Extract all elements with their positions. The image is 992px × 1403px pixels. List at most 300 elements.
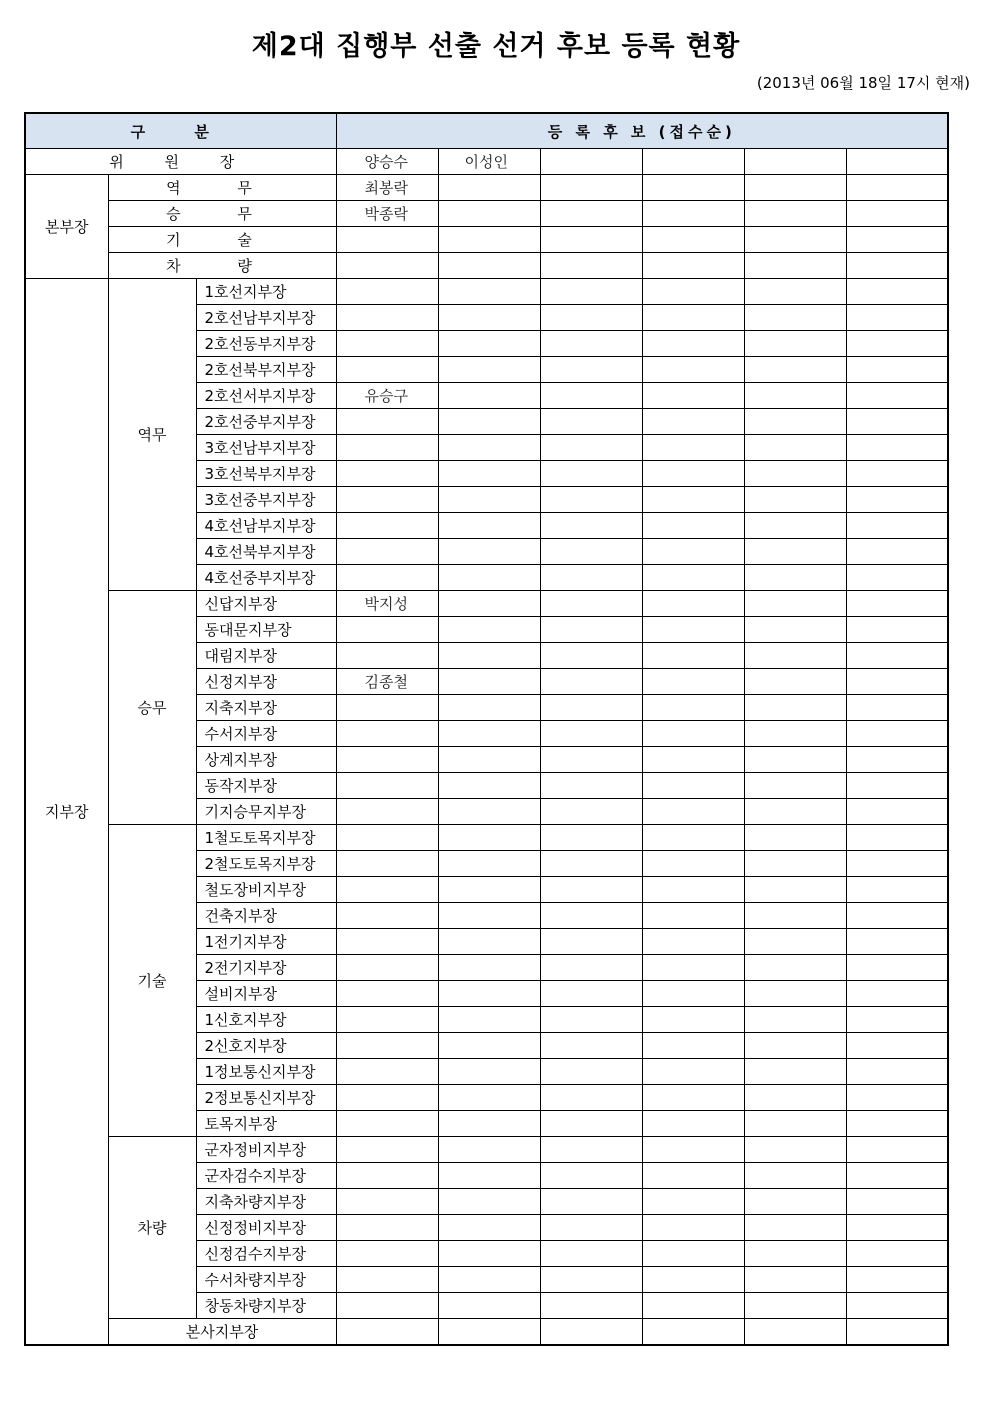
candidate-cell xyxy=(438,1241,540,1267)
candidate-cell xyxy=(642,565,744,591)
table-row xyxy=(25,825,948,851)
candidate-cell xyxy=(438,487,540,513)
candidate-cell xyxy=(336,643,438,669)
candidate-cell xyxy=(846,279,948,305)
table-row xyxy=(25,227,948,253)
candidate-cell xyxy=(642,825,744,851)
candidate-cell xyxy=(540,1007,642,1033)
branch-group-label: 역무 xyxy=(108,279,196,591)
candidate-cell xyxy=(438,435,540,461)
candidate-cell xyxy=(642,1163,744,1189)
candidate-cell xyxy=(846,1319,948,1346)
candidate-cell xyxy=(642,903,744,929)
candidate-cell xyxy=(540,383,642,409)
candidate-cell xyxy=(744,331,846,357)
candidate-cell xyxy=(744,1215,846,1241)
candidate-cell xyxy=(744,253,846,279)
candidate-cell xyxy=(846,149,948,175)
candidate-cell xyxy=(438,383,540,409)
candidate-cell xyxy=(336,617,438,643)
candidate-cell xyxy=(336,513,438,539)
candidate-cell xyxy=(438,669,540,695)
branch-post-name: 설비지부장 xyxy=(196,981,336,1007)
candidate-cell xyxy=(846,253,948,279)
candidate-cell xyxy=(846,487,948,513)
candidate-cell xyxy=(642,955,744,981)
candidate-cell xyxy=(642,513,744,539)
candidate-cell xyxy=(438,1059,540,1085)
candidate-cell xyxy=(438,1267,540,1293)
candidate-cell xyxy=(540,305,642,331)
chairman-label: 위 원 장 xyxy=(25,149,336,175)
branch-post-name: 철도장비지부장 xyxy=(196,877,336,903)
candidate-cell xyxy=(438,1189,540,1215)
candidate-cell xyxy=(336,253,438,279)
candidate-cell xyxy=(846,461,948,487)
candidate-cell xyxy=(642,357,744,383)
candidate-cell xyxy=(846,825,948,851)
candidate-cell xyxy=(744,591,846,617)
candidate-cell xyxy=(846,227,948,253)
branch-post-name: 수서지부장 xyxy=(196,721,336,747)
chairman-row xyxy=(25,149,948,175)
candidate-cell xyxy=(642,1085,744,1111)
candidate-cell xyxy=(336,903,438,929)
candidate-cell xyxy=(642,643,744,669)
candidate-cell xyxy=(438,279,540,305)
candidate-cell xyxy=(540,1215,642,1241)
candidate-cell xyxy=(438,903,540,929)
candidate-cell xyxy=(846,1033,948,1059)
candidate-cell xyxy=(846,877,948,903)
candidate-cell xyxy=(846,1215,948,1241)
candidate-cell xyxy=(744,201,846,227)
candidate-cell xyxy=(336,877,438,903)
hq-branch-label: 본사지부장 xyxy=(108,1319,336,1346)
candidate-cell xyxy=(744,903,846,929)
candidate-cell xyxy=(336,799,438,825)
candidate-cell xyxy=(438,253,540,279)
candidate-cell xyxy=(540,253,642,279)
candidate-cell xyxy=(744,227,846,253)
candidate-cell xyxy=(642,877,744,903)
branch-post-name: 2호선중부지부장 xyxy=(196,409,336,435)
candidate-cell xyxy=(540,1241,642,1267)
candidate-cell xyxy=(744,175,846,201)
branch-group-label: 차량 xyxy=(108,1137,196,1319)
candidate-cell xyxy=(336,747,438,773)
candidate-cell xyxy=(540,1059,642,1085)
candidate-cell xyxy=(540,279,642,305)
candidate-cell xyxy=(336,435,438,461)
candidate-cell xyxy=(336,851,438,877)
candidate-cell xyxy=(438,1163,540,1189)
candidate-cell xyxy=(540,331,642,357)
candidate-cell xyxy=(438,981,540,1007)
candidate-cell xyxy=(540,227,642,253)
candidate-cell xyxy=(438,1007,540,1033)
table-row xyxy=(25,175,948,201)
branch-post-name: 1호선지부장 xyxy=(196,279,336,305)
candidate-cell xyxy=(438,565,540,591)
branch-post-name: 토목지부장 xyxy=(196,1111,336,1137)
candidate-cell xyxy=(846,383,948,409)
candidate-cell xyxy=(438,1111,540,1137)
branch-post-name: 신정검수지부장 xyxy=(196,1241,336,1267)
candidate-cell xyxy=(540,565,642,591)
table-row xyxy=(25,1319,948,1346)
candidate-cell xyxy=(540,955,642,981)
branch-post-name: 2신호지부장 xyxy=(196,1033,336,1059)
candidate-cell xyxy=(846,695,948,721)
candidate-cell xyxy=(540,409,642,435)
candidate-cell xyxy=(438,1137,540,1163)
candidate-cell xyxy=(336,1085,438,1111)
candidate-cell xyxy=(642,669,744,695)
candidate-cell xyxy=(744,513,846,539)
candidate-cell xyxy=(846,1007,948,1033)
candidate-cell xyxy=(540,1085,642,1111)
candidate-cell xyxy=(642,175,744,201)
candidate-cell xyxy=(438,1033,540,1059)
branch-post-name: 2호선북부지부장 xyxy=(196,357,336,383)
candidate-cell xyxy=(846,1267,948,1293)
candidate-cell xyxy=(642,461,744,487)
candidate-cell xyxy=(540,721,642,747)
candidate-cell xyxy=(744,409,846,435)
hq-section-label: 본부장 xyxy=(25,175,108,279)
candidate-cell xyxy=(540,1033,642,1059)
table-header-row xyxy=(25,113,948,149)
candidate-cell xyxy=(336,1007,438,1033)
candidate-cell xyxy=(846,591,948,617)
candidate-cell xyxy=(642,981,744,1007)
candidate-cell xyxy=(642,253,744,279)
candidate-cell xyxy=(642,747,744,773)
candidate-cell xyxy=(846,773,948,799)
candidate-cell: 박지성 xyxy=(336,591,438,617)
candidate-cell xyxy=(336,1033,438,1059)
candidate-cell xyxy=(540,877,642,903)
candidate-cell xyxy=(846,357,948,383)
hq-post-label: 기 술 xyxy=(108,227,336,253)
candidate-cell xyxy=(642,1215,744,1241)
branch-post-name: 4호선중부지부장 xyxy=(196,565,336,591)
candidate-cell xyxy=(642,1189,744,1215)
candidate-cell xyxy=(846,721,948,747)
candidate-cell xyxy=(642,1267,744,1293)
candidate-cell xyxy=(642,149,744,175)
candidate-cell xyxy=(846,409,948,435)
candidate-cell xyxy=(744,305,846,331)
candidate-cell xyxy=(438,955,540,981)
candidate-cell xyxy=(438,695,540,721)
candidate-cell xyxy=(744,1137,846,1163)
candidate-cell xyxy=(540,903,642,929)
candidate-cell xyxy=(642,331,744,357)
candidate-cell: 이성인 xyxy=(438,149,540,175)
candidate-cell xyxy=(744,825,846,851)
candidate-cell: 박종락 xyxy=(336,201,438,227)
candidate-cell xyxy=(540,1137,642,1163)
candidate-cell xyxy=(744,1033,846,1059)
candidate-cell xyxy=(438,773,540,799)
candidate-cell xyxy=(642,539,744,565)
candidate-cell xyxy=(336,929,438,955)
branch-post-name: 2전기지부장 xyxy=(196,955,336,981)
candidate-cell xyxy=(540,825,642,851)
candidate-cell xyxy=(336,1111,438,1137)
branch-post-name: 2호선서부지부장 xyxy=(196,383,336,409)
candidate-cell xyxy=(540,461,642,487)
candidate-cell xyxy=(744,721,846,747)
candidate-cell xyxy=(642,617,744,643)
division-header: 구 분 xyxy=(25,113,336,149)
candidate-cell xyxy=(744,1085,846,1111)
candidate-cell xyxy=(438,305,540,331)
candidate-cell: 김종철 xyxy=(336,669,438,695)
candidate-cell xyxy=(846,435,948,461)
candidate-cell xyxy=(846,175,948,201)
candidate-cell xyxy=(846,565,948,591)
candidate-cell xyxy=(744,851,846,877)
candidate-cell xyxy=(642,851,744,877)
table-row xyxy=(25,279,948,305)
table-row xyxy=(25,201,948,227)
candidate-cell xyxy=(642,279,744,305)
candidate-cell xyxy=(744,1189,846,1215)
candidate-cell xyxy=(846,539,948,565)
candidate-cell xyxy=(846,929,948,955)
candidate-cell xyxy=(846,1163,948,1189)
candidate-cell xyxy=(744,435,846,461)
candidate-cell xyxy=(438,331,540,357)
candidate-cell xyxy=(642,1319,744,1346)
branch-post-name: 3호선북부지부장 xyxy=(196,461,336,487)
candidate-cell xyxy=(846,617,948,643)
branch-post-name: 대림지부장 xyxy=(196,643,336,669)
candidate-cell xyxy=(744,1293,846,1319)
candidate-cell xyxy=(438,409,540,435)
candidate-cell xyxy=(744,1267,846,1293)
branch-post-name: 2호선동부지부장 xyxy=(196,331,336,357)
candidate-cell xyxy=(438,461,540,487)
table-row xyxy=(25,1137,948,1163)
candidate-cell xyxy=(336,825,438,851)
candidate-cell xyxy=(540,669,642,695)
candidate-cell xyxy=(744,799,846,825)
candidate-cell xyxy=(846,201,948,227)
candidate-cell xyxy=(540,1267,642,1293)
candidate-cell xyxy=(846,1241,948,1267)
candidate-cell xyxy=(336,955,438,981)
candidate-cell xyxy=(540,929,642,955)
candidate-cell xyxy=(744,773,846,799)
candidate-cell xyxy=(438,1319,540,1346)
branch-post-name: 2호선남부지부장 xyxy=(196,305,336,331)
candidate-cell xyxy=(336,1241,438,1267)
candidate-cell xyxy=(744,929,846,955)
branch-group-label: 승무 xyxy=(108,591,196,825)
candidate-cell xyxy=(744,747,846,773)
candidate-cell xyxy=(540,1163,642,1189)
candidate-cell xyxy=(642,409,744,435)
candidate-cell xyxy=(540,643,642,669)
candidate-cell xyxy=(336,227,438,253)
candidate-cell xyxy=(336,695,438,721)
candidate-cell xyxy=(642,591,744,617)
candidate-cell xyxy=(744,357,846,383)
candidate-cell xyxy=(540,747,642,773)
candidate-cell xyxy=(438,877,540,903)
branch-post-name: 건축지부장 xyxy=(196,903,336,929)
branch-post-name: 1전기지부장 xyxy=(196,929,336,955)
candidate-cell xyxy=(540,799,642,825)
table-row xyxy=(25,591,948,617)
candidate-cell xyxy=(336,487,438,513)
candidate-cell xyxy=(846,1137,948,1163)
table-row xyxy=(25,253,948,279)
candidate-cell xyxy=(744,617,846,643)
candidate-cell xyxy=(438,227,540,253)
candidate-cell xyxy=(540,695,642,721)
branch-post-name: 3호선남부지부장 xyxy=(196,435,336,461)
branch-post-name: 신답지부장 xyxy=(196,591,336,617)
candidate-cell xyxy=(744,1241,846,1267)
branch-post-name: 군자정비지부장 xyxy=(196,1137,336,1163)
candidate-cell xyxy=(846,1293,948,1319)
candidate-cell: 양승수 xyxy=(336,149,438,175)
candidate-cell xyxy=(540,175,642,201)
page-title: 제2대 집행부 선출 선거 후보 등록 현황 xyxy=(251,31,741,62)
candidate-cell xyxy=(336,1163,438,1189)
candidate-cell xyxy=(744,955,846,981)
branch-post-name: 2정보통신지부장 xyxy=(196,1085,336,1111)
candidate-cell xyxy=(642,487,744,513)
branch-post-name: 기지승무지부장 xyxy=(196,799,336,825)
candidate-cell xyxy=(846,1085,948,1111)
candidate-cell xyxy=(642,721,744,747)
candidate-cell xyxy=(744,1007,846,1033)
candidate-cell xyxy=(336,279,438,305)
registered-header: 등 록 후 보 (접수순) xyxy=(336,113,948,149)
candidate-cell xyxy=(438,591,540,617)
candidate-cell xyxy=(744,1319,846,1346)
candidate-cell xyxy=(336,1137,438,1163)
candidate-cell xyxy=(744,461,846,487)
branch-post-name: 신정지부장 xyxy=(196,669,336,695)
candidate-cell xyxy=(540,149,642,175)
candidate-cell xyxy=(438,201,540,227)
branch-post-name: 3호선중부지부장 xyxy=(196,487,336,513)
candidate-cell xyxy=(336,331,438,357)
candidate-cell xyxy=(438,357,540,383)
candidate-cell xyxy=(642,1033,744,1059)
hq-post-label: 차 량 xyxy=(108,253,336,279)
candidate-cell xyxy=(846,903,948,929)
candidate-cell xyxy=(846,747,948,773)
branch-post-name: 1철도토목지부장 xyxy=(196,825,336,851)
candidate-cell xyxy=(540,513,642,539)
candidate-cell xyxy=(744,877,846,903)
candidate-cell xyxy=(540,357,642,383)
branch-post-name: 창동차량지부장 xyxy=(196,1293,336,1319)
candidate-cell xyxy=(336,409,438,435)
candidate-cell xyxy=(336,981,438,1007)
candidate-cell xyxy=(846,1189,948,1215)
branch-post-name: 상계지부장 xyxy=(196,747,336,773)
candidate-cell xyxy=(336,1319,438,1346)
candidate-cell xyxy=(336,1215,438,1241)
candidate-cell xyxy=(540,851,642,877)
candidate-cell xyxy=(642,305,744,331)
branch-post-name: 지축지부장 xyxy=(196,695,336,721)
candidate-cell xyxy=(642,1241,744,1267)
branch-post-name: 동대문지부장 xyxy=(196,617,336,643)
candidate-cell xyxy=(642,1111,744,1137)
candidate-cell xyxy=(846,799,948,825)
candidate-cell xyxy=(336,1189,438,1215)
candidate-cell xyxy=(336,539,438,565)
candidate-cell xyxy=(642,383,744,409)
candidate-cell xyxy=(540,435,642,461)
branch-post-name: 4호선북부지부장 xyxy=(196,539,336,565)
hq-post-label: 역 무 xyxy=(108,175,336,201)
branch-post-name: 군자검수지부장 xyxy=(196,1163,336,1189)
candidate-cell xyxy=(846,955,948,981)
candidate-cell xyxy=(336,305,438,331)
branch-post-name: 1정보통신지부장 xyxy=(196,1059,336,1085)
candidate-cell xyxy=(540,773,642,799)
candidate-cell xyxy=(438,617,540,643)
branch-post-name: 신정정비지부장 xyxy=(196,1215,336,1241)
candidate-cell xyxy=(642,773,744,799)
candidate-cell xyxy=(336,1293,438,1319)
branch-group-label: 기술 xyxy=(108,825,196,1137)
candidate-cell xyxy=(744,565,846,591)
candidate-cell xyxy=(438,929,540,955)
candidate-cell: 최봉락 xyxy=(336,175,438,201)
candidate-cell xyxy=(336,357,438,383)
candidate-cell xyxy=(540,617,642,643)
candidate-cell xyxy=(336,565,438,591)
candidate-cell xyxy=(336,721,438,747)
candidate-cell xyxy=(744,669,846,695)
candidate-cell xyxy=(642,1293,744,1319)
candidate-cell xyxy=(846,981,948,1007)
candidate-cell xyxy=(846,643,948,669)
candidate-cell xyxy=(744,695,846,721)
candidate-cell xyxy=(846,513,948,539)
branch-post-name: 수서차량지부장 xyxy=(196,1267,336,1293)
candidate-cell xyxy=(744,981,846,1007)
candidate-cell xyxy=(846,851,948,877)
candidate-cell xyxy=(744,149,846,175)
as-of-date: (2013년 06월 18일 17시 현재) xyxy=(756,74,970,92)
candidate-cell xyxy=(642,1059,744,1085)
candidate-cell xyxy=(744,539,846,565)
candidate-cell xyxy=(846,305,948,331)
candidate-cell xyxy=(438,1215,540,1241)
candidate-cell xyxy=(438,1293,540,1319)
branch-section-label: 지부장 xyxy=(25,279,108,1346)
branch-post-name: 4호선남부지부장 xyxy=(196,513,336,539)
hq-post-label: 승 무 xyxy=(108,201,336,227)
candidate-cell xyxy=(540,1189,642,1215)
candidate-cell xyxy=(846,331,948,357)
candidate-cell xyxy=(438,1085,540,1111)
candidate-cell xyxy=(642,929,744,955)
